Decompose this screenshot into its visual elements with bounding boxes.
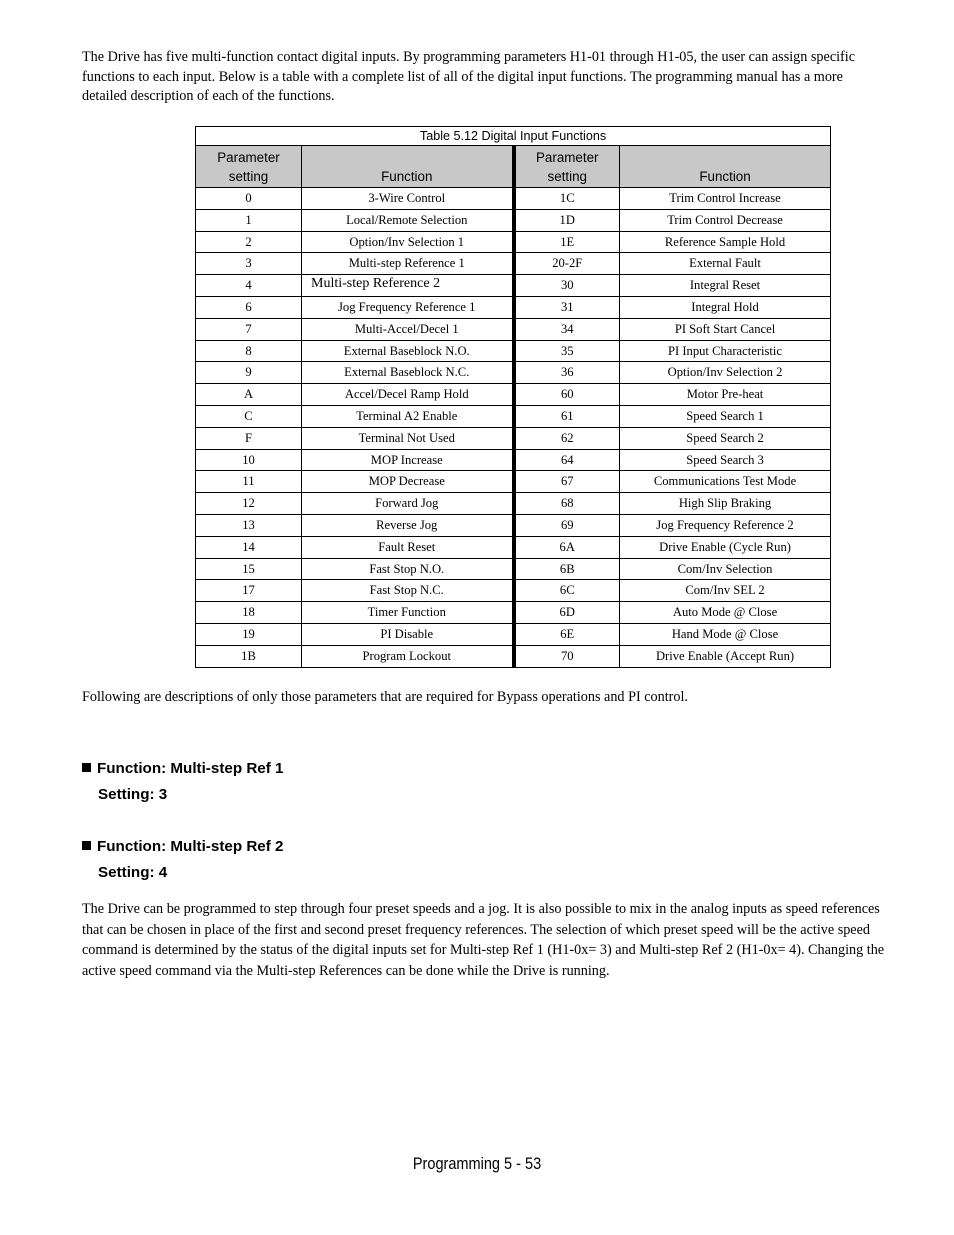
table-row [196, 275, 831, 297]
table-row [196, 253, 831, 275]
table-cell: 31 [514, 296, 620, 318]
table-cell: Terminal A2 Enable [302, 405, 514, 427]
table-cell: Jog Frequency Reference 1 [302, 296, 514, 318]
table-cell: Speed Search 2 [620, 427, 831, 449]
table-cell: 1E [514, 231, 620, 253]
table-cell: Speed Search 1 [620, 405, 831, 427]
body-paragraph: The Drive can be programmed to step through four preset speeds and a jog. It is also possible to mix in the analog inputs as speed references that can be chosen in place of the first and second preset frequency references. The selection of which preset speed will be the active speed command is determined by the status of the digital inputs set for Multi-step Ref 1 (H1-0x= 3) and Multi-step Ref 2 (H1-0x= 4). Changing the active speed command via the Multi-step References can be done while the Drive is running. [82, 901, 885, 979]
table-cell: Communications Test Mode [620, 471, 831, 493]
table-row [196, 493, 831, 515]
table-cell: 12 [196, 493, 302, 515]
table-cell: Multi-Accel/Decel 1 [302, 318, 514, 340]
black-square-bullet-icon [82, 763, 91, 772]
table-cell: 6A [514, 536, 620, 558]
table-cell: Multi-step Reference 1 [302, 253, 514, 275]
table-cell: 14 [196, 536, 302, 558]
table-cell: Timer Function [302, 602, 514, 624]
table-cell: Com/Inv Selection [620, 558, 831, 580]
column-header: Parameter setting [514, 146, 620, 188]
table-cell: A [196, 384, 302, 406]
table-caption: Table 5.12 Digital Input Functions [196, 127, 831, 146]
section-function-label: Function: Multi-step Ref 2 [97, 838, 284, 855]
table-row [196, 296, 831, 318]
table-cell: 6C [514, 580, 620, 602]
table-cell: 13 [196, 514, 302, 536]
table-row [196, 340, 831, 362]
section-setting-label: Setting: 3 [98, 786, 168, 803]
table-cell: 7 [196, 318, 302, 340]
table-row [196, 514, 831, 536]
table-row [196, 188, 831, 210]
table-cell: Multi-step Reference 2 [302, 275, 514, 297]
table-cell: PI Input Characteristic [620, 340, 831, 362]
table-cell: 61 [514, 405, 620, 427]
page-footer: Programming 5 - 53 [412, 1155, 542, 1173]
table-cell: 1D [514, 209, 620, 231]
table-row [196, 362, 831, 384]
section-setting-label: Setting: 4 [98, 864, 168, 881]
table-cell: Forward Jog [302, 493, 514, 515]
table-cell: 4 [196, 275, 302, 297]
table-cell: F [196, 427, 302, 449]
table-cell: External Baseblock N.C. [302, 362, 514, 384]
table-cell: Integral Reset [620, 275, 831, 297]
table-cell: 6B [514, 558, 620, 580]
section-function-label: Function: Multi-step Ref 1 [97, 760, 284, 777]
table-cell: PI Disable [302, 623, 514, 645]
table-row [196, 231, 831, 253]
table-cell: Option/Inv Selection 2 [620, 362, 831, 384]
table-cell: Drive Enable (Cycle Run) [620, 536, 831, 558]
table-row [196, 405, 831, 427]
table-cell: 17 [196, 580, 302, 602]
table-cell: External Baseblock N.O. [302, 340, 514, 362]
table-cell: 9 [196, 362, 302, 384]
table-cell: Option/Inv Selection 1 [302, 231, 514, 253]
table-row [196, 427, 831, 449]
table-cell: 10 [196, 449, 302, 471]
table-cell: 15 [196, 558, 302, 580]
table-cell: 2 [196, 231, 302, 253]
table-cell: Integral Hold [620, 296, 831, 318]
table-row [196, 471, 831, 493]
table-cell: Program Lockout [302, 645, 514, 667]
table-cell: Accel/Decel Ramp Hold [302, 384, 514, 406]
table-row [196, 558, 831, 580]
table-cell: MOP Decrease [302, 471, 514, 493]
table-row [196, 623, 831, 645]
table-cell: 64 [514, 449, 620, 471]
section-heading [82, 838, 283, 855]
table-cell: Speed Search 3 [620, 449, 831, 471]
column-header: Function [620, 146, 831, 188]
table-row [196, 384, 831, 406]
column-header: Parameter setting [196, 146, 302, 188]
table-row [196, 645, 831, 667]
table-cell: 69 [514, 514, 620, 536]
table-cell: 6 [196, 296, 302, 318]
table-cell: Drive Enable (Accept Run) [620, 645, 831, 667]
table-cell: 36 [514, 362, 620, 384]
table-cell: 30 [514, 275, 620, 297]
intro-paragraph: The Drive has five multi-function contact digital inputs. By programming parameters H1-01 through H1-05, the user can assign specific functions to each input. Below is a table with a complete list of all of the digital input functions. The programming manual has a more detailed description of each of the functions. [82, 49, 856, 104]
table-cell: 0 [196, 188, 302, 210]
table-cell: Trim Control Increase [620, 188, 831, 210]
digital-input-functions-table [195, 126, 831, 668]
table-cell: Reverse Jog [302, 514, 514, 536]
table-cell: Local/Remote Selection [302, 209, 514, 231]
table-cell: 18 [196, 602, 302, 624]
table-cell: Com/Inv SEL 2 [620, 580, 831, 602]
table-cell: 70 [514, 645, 620, 667]
table-cell: 11 [196, 471, 302, 493]
table-cell: Fast Stop N.O. [302, 558, 514, 580]
table-cell: Fast Stop N.C. [302, 580, 514, 602]
table-cell: High Slip Braking [620, 493, 831, 515]
table-cell: 1 [196, 209, 302, 231]
table-row [196, 449, 831, 471]
table-cell: Terminal Not Used [302, 427, 514, 449]
table-cell: 1B [196, 645, 302, 667]
table-cell: MOP Increase [302, 449, 514, 471]
table-body [196, 188, 831, 668]
table-cell: PI Soft Start Cancel [620, 318, 831, 340]
table-cell: 3 [196, 253, 302, 275]
table-cell: Motor Pre-heat [620, 384, 831, 406]
table-cell: Fault Reset [302, 536, 514, 558]
table-row [196, 536, 831, 558]
table-cell: Trim Control Decrease [620, 209, 831, 231]
table-row [196, 580, 831, 602]
table-cell: 6D [514, 602, 620, 624]
table-cell: 67 [514, 471, 620, 493]
table-cell: 1C [514, 188, 620, 210]
column-header: Function [302, 146, 514, 188]
section-heading [82, 760, 283, 777]
following-paragraph: Following are descriptions of only those parameters that are required for Bypass operations and PI control. [82, 689, 688, 705]
table-cell: Reference Sample Hold [620, 231, 831, 253]
table-cell: 68 [514, 493, 620, 515]
table-row [196, 318, 831, 340]
table-cell: 19 [196, 623, 302, 645]
table-cell: 34 [514, 318, 620, 340]
table-cell: 20-2F [514, 253, 620, 275]
table-cell: C [196, 405, 302, 427]
table-cell: 62 [514, 427, 620, 449]
table-cell: 3-Wire Control [302, 188, 514, 210]
table-cell: Auto Mode @ Close [620, 602, 831, 624]
table-row [196, 209, 831, 231]
table-cell: 6E [514, 623, 620, 645]
table-cell: 60 [514, 384, 620, 406]
table-cell: Hand Mode @ Close [620, 623, 831, 645]
table-row [196, 602, 831, 624]
table-cell: Jog Frequency Reference 2 [620, 514, 831, 536]
table-cell: 35 [514, 340, 620, 362]
black-square-bullet-icon [82, 841, 91, 850]
table-cell: 8 [196, 340, 302, 362]
table-cell: External Fault [620, 253, 831, 275]
